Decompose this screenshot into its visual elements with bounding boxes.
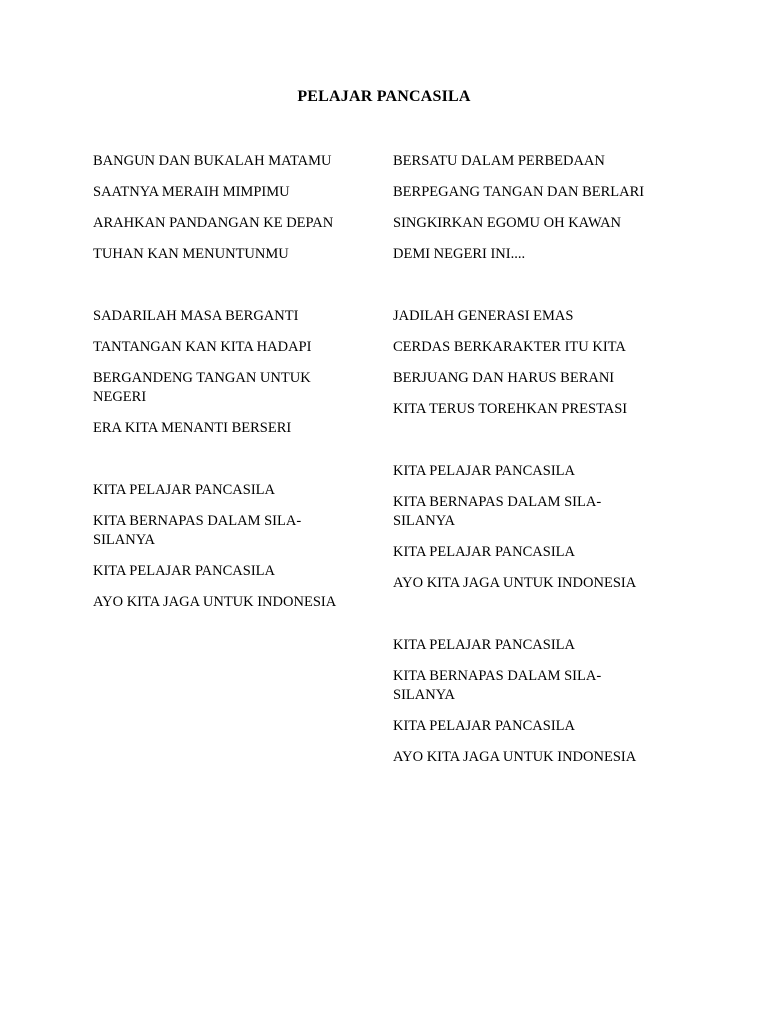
lyric-line: SINGKIRKAN EGOMU OH KAWAN [393, 215, 622, 231]
right-column [393, 152, 693, 779]
right-stanza-1 [393, 152, 693, 264]
lyric-line: ARAHKAN PANDANGAN KE DEPAN [93, 215, 334, 231]
stanza-gap [93, 276, 373, 307]
lyric-line: KITA TERUS TOREHKAN PRESTASI [393, 401, 628, 417]
lyric-line: JADILAH GENERASI EMAS [393, 308, 574, 324]
lyric-line: KITA BERNAPAS DALAM SILA-SILANYA [393, 668, 602, 703]
lyric-line: KITA BERNAPAS DALAM SILA-SILANYA [93, 513, 302, 548]
lyric-line: AYO KITA JAGA UNTUK INDONESIA [393, 575, 637, 591]
lyric-line: KITA PELAJAR PANCASILA [93, 482, 275, 498]
lyric-line: AYO KITA JAGA UNTUK INDONESIA [393, 749, 637, 765]
lyric-line: AYO KITA JAGA UNTUK INDONESIA [93, 594, 337, 610]
lyric-line: BERSATU DALAM PERBEDAAN [393, 153, 605, 169]
left-stanza-3 [93, 481, 373, 612]
right-stanza-4 [393, 636, 693, 767]
lyric-line: KITA PELAJAR PANCASILA [393, 463, 575, 479]
stanza-gap [393, 605, 693, 636]
lyric-line: KITA BERNAPAS DALAM SILA-SILANYA [393, 494, 602, 529]
lyric-line: BERJUANG DAN HARUS BERANI [393, 370, 615, 386]
page-title: PELAJAR PANCASILA [297, 88, 471, 105]
right-stanza-2 [393, 307, 693, 419]
lyric-line: TUHAN KAN MENUNTUNMU [93, 246, 289, 262]
lyric-line: BANGUN DAN BUKALAH MATAMU [93, 153, 332, 169]
left-stanza-2 [93, 307, 373, 438]
left-column [93, 152, 373, 624]
lyric-line: SAATNYA MERAIH MIMPIMU [93, 184, 290, 200]
stanza-gap [93, 450, 373, 481]
right-stanza-3 [393, 462, 693, 593]
lyric-line: BERPEGANG TANGAN DAN BERLARI [393, 184, 645, 200]
lyric-line: KITA PELAJAR PANCASILA [393, 637, 575, 653]
lyric-line: ERA KITA MENANTI BERSERI [93, 420, 292, 436]
lyric-line: SADARILAH MASA BERGANTI [93, 308, 299, 324]
lyric-line: KITA PELAJAR PANCASILA [93, 563, 275, 579]
stanza-gap [393, 431, 693, 462]
lyric-line: KITA PELAJAR PANCASILA [393, 718, 575, 734]
left-stanza-1 [93, 152, 373, 264]
lyric-line: BERGANDENG TANGAN UNTUK NEGERI [93, 370, 311, 405]
lyric-line: DEMI NEGERI INI.... [393, 246, 526, 262]
lyric-line: KITA PELAJAR PANCASILA [393, 544, 575, 560]
lyric-line: CERDAS BERKARAKTER ITU KITA [393, 339, 626, 355]
lyric-line: TANTANGAN KAN KITA HADAPI [93, 339, 312, 355]
stanza-gap [393, 276, 693, 307]
